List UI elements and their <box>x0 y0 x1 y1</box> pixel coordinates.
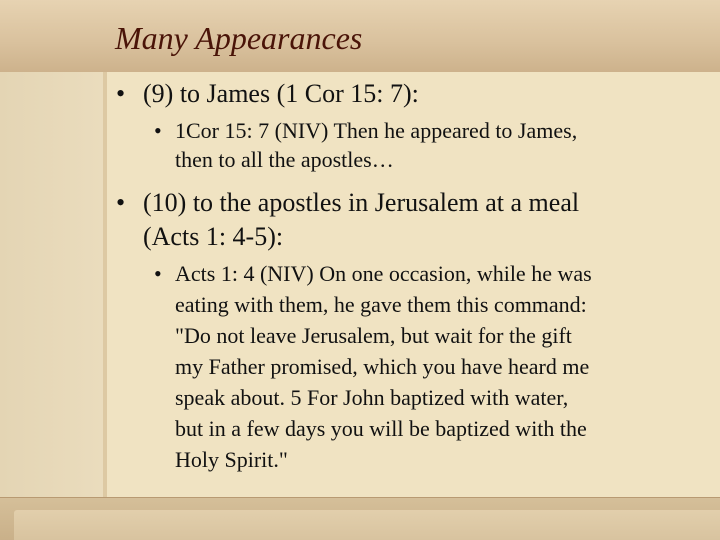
sub-bullet-2-line-4: my Father promised, which you have heard me <box>175 354 590 379</box>
sub-bullet-2-line-5: speak about. 5 For John baptized with water, <box>175 385 569 410</box>
bullet-dot-1: • <box>116 79 126 108</box>
slide-title: Many Appearances <box>115 20 363 56</box>
bottom-inset-panel <box>14 510 720 540</box>
bullet-2-line-1: (10) to the apostles in Jerusalem at a meal <box>143 188 580 217</box>
bullet-1-text: (9) to James (1 Cor 15: 7): <box>143 79 419 108</box>
left-decorative-strip <box>0 72 103 497</box>
sub-bullet-2-line-1: Acts 1: 4 (NIV) On one occasion, while he was <box>175 261 592 286</box>
sub-bullet-1-line-1: 1Cor 15: 7 (NIV) Then he appeared to James, <box>175 118 578 143</box>
sub-bullet-2-line-2: eating with them, he gave them this command: <box>175 292 587 317</box>
sub-bullet-2-line-3: "Do not leave Jerusalem, but wait for the gift <box>175 323 572 348</box>
sub-bullet-2-line-6: but in a few days you will be baptized with the <box>175 416 587 441</box>
sub-bullet-dot-1: • <box>154 118 162 143</box>
bullet-dot-2: • <box>116 188 126 217</box>
sub-bullet-1-line-2: then to all the apostles… <box>175 147 394 172</box>
bullet-2-line-2: (Acts 1: 4-5): <box>143 222 284 251</box>
sub-bullet-2-line-7: Holy Spirit." <box>175 447 288 472</box>
sub-bullet-dot-2: • <box>154 261 162 286</box>
